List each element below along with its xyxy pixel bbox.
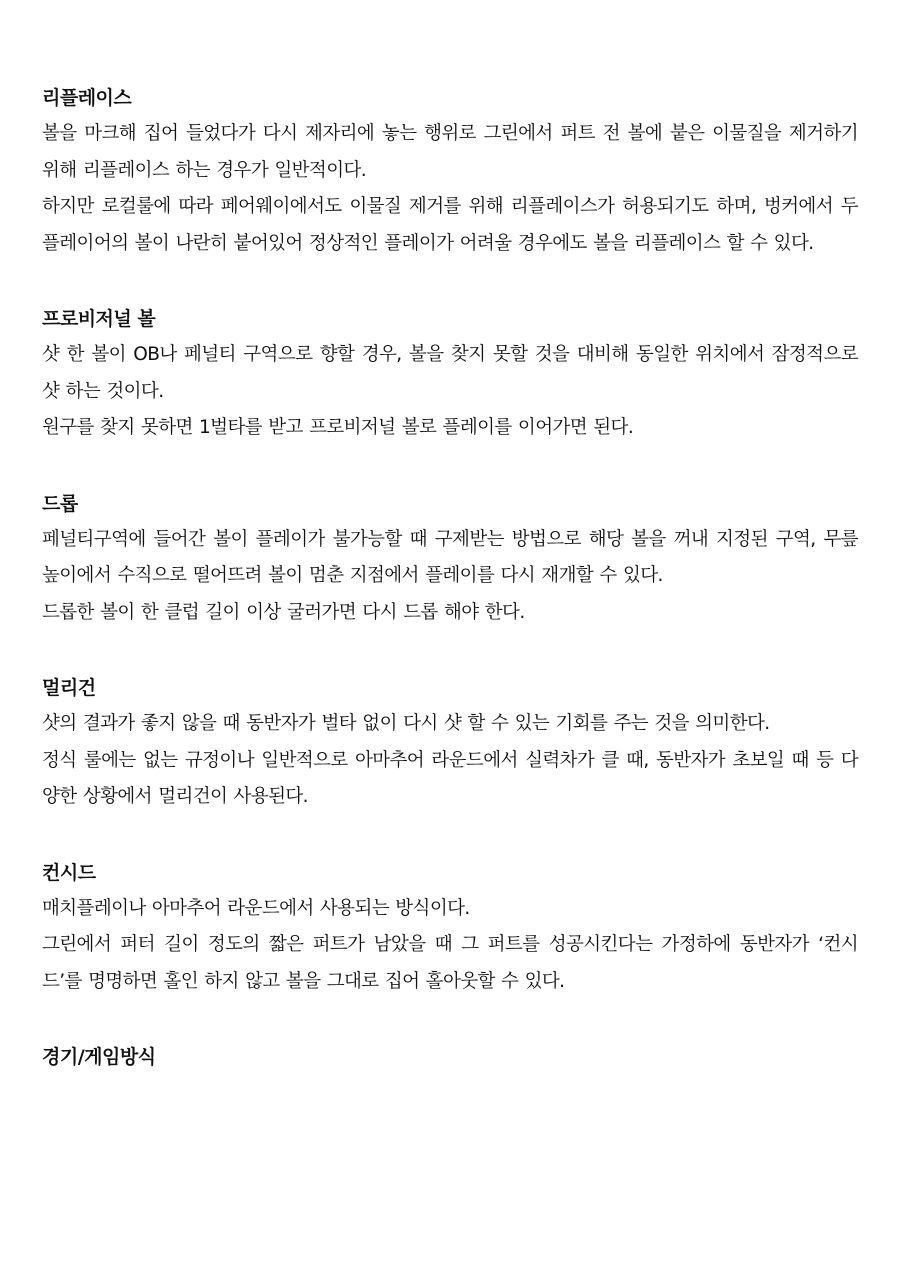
- document-page: [42, 80, 858, 1075]
- section-heading: 드롭: [42, 492, 78, 515]
- section-paragraph: 볼을 마크해 집어 들었다가 다시 제자리에 놓는 행위로 그린에서 퍼트 전 볼에 붙은 이물질을 제거하기 위해 리플레이스 하는 경우가 일반적이다.: [42, 123, 858, 181]
- section-concede: [42, 855, 858, 1001]
- section-provisional-ball: [42, 301, 858, 447]
- section-heading: 멀리건: [42, 677, 96, 699]
- section-drop: [42, 486, 858, 632]
- section-paragraph: 샷의 결과가 좋지 않을 때 동반자가 벌타 없이 다시 샷 할 수 있는 기회를 주는 것을 의미한다.: [42, 713, 770, 734]
- section-paragraph: 샷 한 볼이 OB나 페널티 구역으로 향할 경우, 볼을 찾지 못할 것을 대비해 동일한 위치에서 잠정적으로 샷 하는 것이다.: [42, 344, 858, 402]
- section-heading: 리플레이스: [42, 87, 132, 109]
- section-paragraph: 정식 룰에는 없는 규정이나 일반적으로 아마추어 라운드에서 실력차가 클 때, 동반자가 초보일 때 등 다양한 상황에서 멀리건이 사용된다.: [42, 749, 858, 807]
- section-paragraph: 페널티구역에 들어간 볼이 플레이가 불가능할 때 구제받는 방법으로 해당 볼을 꺼내 지정된 구역, 무릎 높이에서 수직으로 떨어뜨려 볼이 멈춘 지점에서 플레이를 다시 재개할 수 있다.: [42, 528, 858, 586]
- section-paragraph: 드롭한 볼이 한 클럽 길이 이상 굴러가면 다시 드롭 해야 한다.: [42, 601, 525, 623]
- section-heading: 경기/게임방식: [42, 1046, 156, 1068]
- section-paragraph: 매치플레이나 아마추어 라운드에서 사용되는 방식이다.: [42, 897, 470, 919]
- section-heading: 컨시드: [42, 861, 96, 884]
- section-heading: 프로비저널 볼: [42, 308, 156, 330]
- section-game-format: [42, 1039, 858, 1075]
- section-paragraph: 그린에서 퍼터 길이 정도의 짧은 퍼트가 남았을 때 그 퍼트를 성공시킨다는 가정하에 동반자가 ‘컨시드’를 명명하면 홀인 하지 않고 볼을 그대로 집어 홀아웃할 수 있다.: [42, 934, 858, 992]
- section-paragraph: 원구를 찾지 못하면 1벌타를 받고 프로비저널 볼로 플레이를 이어가면 된다.: [42, 417, 634, 438]
- section-mulligan: [42, 670, 858, 816]
- section-paragraph: 하지만 로컬룰에 따라 페어웨이에서도 이물질 제거를 위해 리플레이스가 허용되기도 하며, 벙커에서 두 플레이어의 볼이 나란히 붙어있어 정상적인 플레이가 어려울 경우에도 볼을 리플레이스 할 수 있다.: [42, 196, 858, 254]
- section-replace: [42, 80, 858, 262]
